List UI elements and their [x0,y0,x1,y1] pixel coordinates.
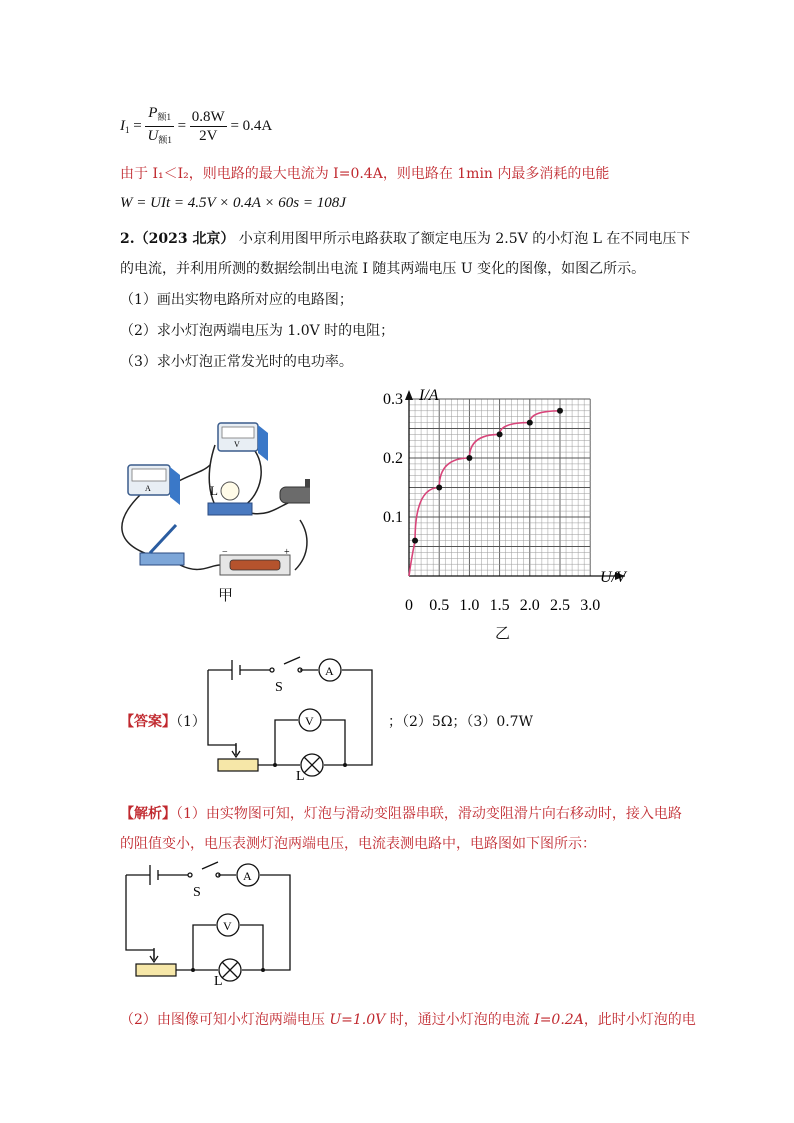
data-point [466,455,472,461]
problem-text-1: 小京利用图甲所示电路获取了额定电压为 2.5V 的小灯泡 L 在不同电压下 [238,231,691,247]
rheostat-device [280,479,310,503]
problem-number: 2. [120,231,135,247]
question-1: （1）画出实物电路所对应的电路图； [120,292,353,308]
voltmeter-symbol-label: V [223,919,232,933]
figure-yi-caption: 乙 [495,624,511,642]
wire-1 [122,495,150,555]
iu-chart [375,380,635,640]
question-3: （3）求小灯泡正常发光时的电功率。 [120,354,353,370]
fraction-power-over-voltage [145,104,173,149]
battery-device [220,547,290,575]
data-point [527,420,533,426]
question-2: （2）求小灯泡两端电压为 1.0V 时的电阻； [120,323,395,339]
x-tick-label: 3.0 [580,597,601,614]
battery-plus: + [284,547,290,558]
lamp-label: L [210,483,218,498]
x-tick-label: 0 [405,597,413,614]
chart-ticks [383,391,600,614]
switch-label: S [193,885,201,900]
analysis-text-3-mid: 时，通过小灯泡的电流 [385,1012,535,1028]
analysis-text-1: （1）由实物图可知，灯泡与滑动变阻器串联，滑动变阻滑片向右移动时，接入电路 [176,806,682,822]
y-axis-arrow [405,390,413,400]
x-tick-label: 1.5 [489,597,510,614]
y-tick-label: 0.1 [383,509,403,526]
wire-7 [295,520,307,570]
analysis-voltage: U=1.0V [329,1012,386,1028]
x-tick-label: 1.0 [459,597,480,614]
analysis-line-3 [120,1010,696,1030]
frac1-denominator-sub: 额1 [158,135,172,145]
analysis-line-1 [120,804,682,824]
answer-line [120,712,206,732]
ammeter-label: A [145,484,151,493]
frac1-denominator: U [147,128,159,144]
switch-label: S [275,680,283,695]
formula-lhs-sub: 1 [125,125,130,135]
circuit-diagram-analysis [118,860,298,985]
answer-rest: ；（2）5Ω；（3）0.7W [388,714,533,730]
problem-source: （2023 北京） [134,231,235,247]
data-point [557,408,563,414]
x-tick-label: 2.5 [550,597,570,614]
wire-4 [245,445,261,505]
frac1-numerator: P [148,105,158,121]
voltmeter-label: V [234,440,240,449]
apparatus-figure [110,405,310,605]
max-current-line: 由于 I₁＜I₂，则电路的最大电流为 I=0.4A，则电路在 1min 内最多消耗的电能 [120,166,610,182]
switch-device [140,525,184,565]
y-axis-label: I/A [419,387,439,404]
formula1-result: = 0.4A [230,118,273,134]
analysis-line-2: 的阻值变小，电压表测灯泡两端电压，电流表测电路中，电路图如下图所示： [120,836,596,852]
y-tick-label: 0.2 [383,450,403,467]
answer-part-1: （1） [176,714,206,730]
ammeter-symbol-label: A [325,664,334,678]
data-point [497,431,503,437]
voltmeter-device [218,423,268,461]
frac1-numerator-sub: 额1 [157,112,171,122]
formula-energy: W = UIt = 4.5V × 0.4A × 60s = 108J [120,195,346,211]
problem-line-1 [120,229,690,249]
lamp-symbol-label: L [296,769,305,780]
x-axis-label: U/V [600,569,626,586]
y-tick-label: 0.3 [383,391,403,408]
lamp-device [208,482,252,515]
circuit-diagram-answer [200,655,380,780]
analysis-text-3-pre: （2）由图像可知小灯泡两端电压 [120,1012,330,1028]
analysis-text-3-post: ，此时小灯泡的电 [583,1012,696,1028]
lamp-symbol-label: L [214,974,223,985]
analysis-tag: 【解析】 [120,806,176,822]
analysis-current: I=0.2A [534,1012,584,1028]
battery-minus: − [222,547,228,558]
ammeter-symbol-label: A [243,869,252,883]
answer-tag: 【答案】 [120,714,176,730]
data-point [412,538,418,544]
formula-lhs: I [120,118,125,134]
voltmeter-symbol-label: V [305,714,314,728]
frac2-numerator: 0.8W [191,109,225,125]
problem-line-2: 的电流，并利用所测的数据绘制出电流 I 随其两端电压 U 变化的图像，如图乙所示。 [120,261,646,277]
wire-6 [180,565,220,569]
data-point [436,485,442,491]
frac2-denominator: 2V [199,128,218,144]
fraction-values [190,108,227,145]
formula-current-i1: $I_1$ = $\frac{P_{额1}}{U_{额1}}$ = $\frac{0.8W}{2V}$ = 0.4A [120,104,272,148]
x-tick-label: 0.5 [429,597,450,614]
figure-jia-caption: 甲 [218,586,234,604]
x-tick-label: 2.0 [519,597,540,614]
